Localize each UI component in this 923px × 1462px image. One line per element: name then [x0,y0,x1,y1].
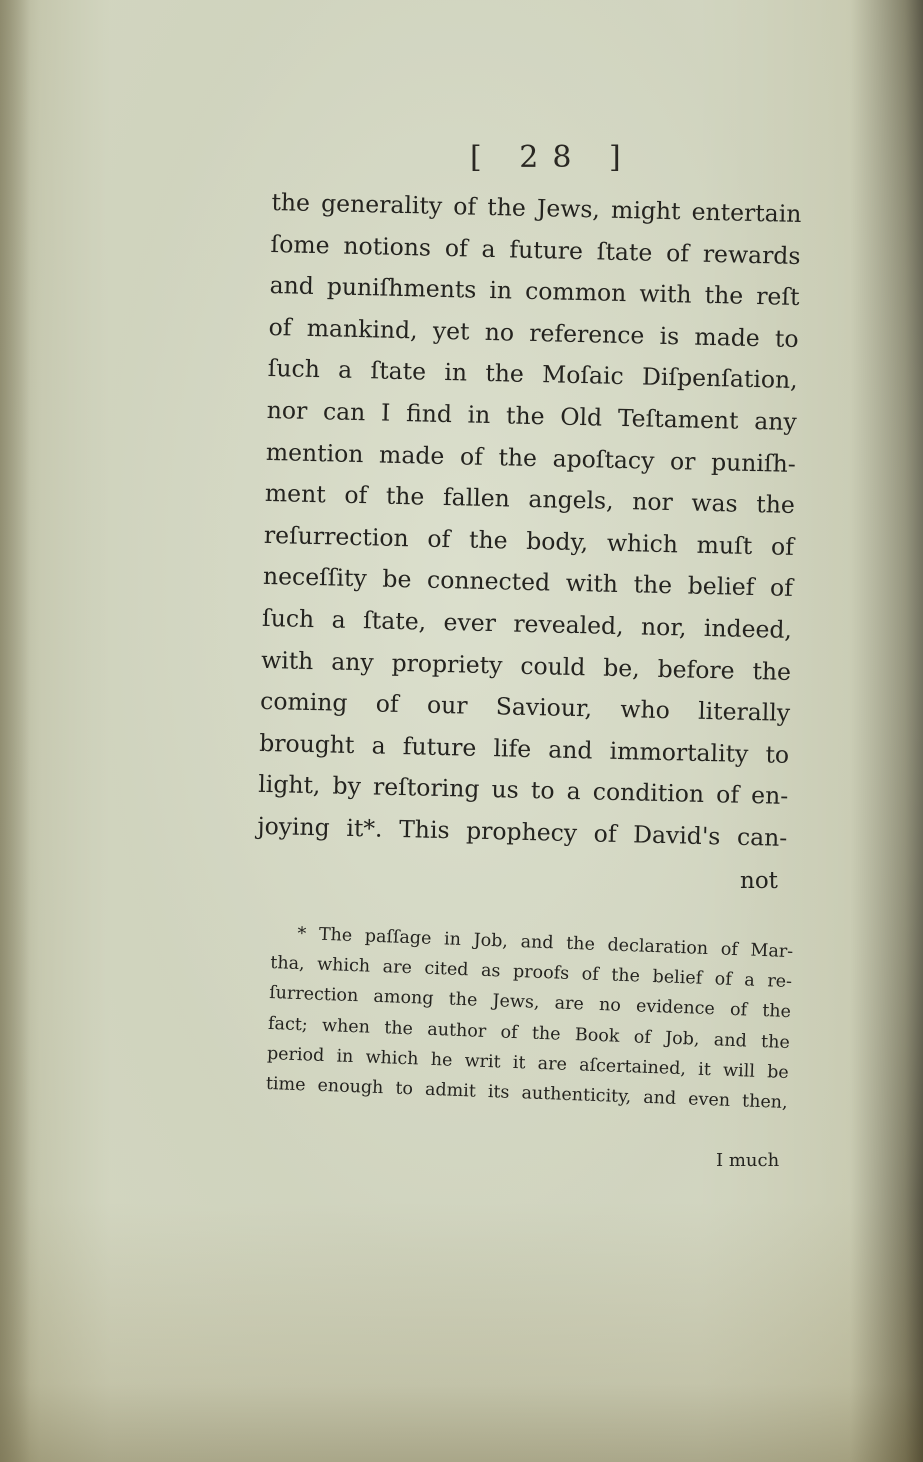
footnote-line: ſurrection among the Jews, are no evidence of the [268,983,792,1023]
text-line: ſome notions of a future ſtate of rewards [270,229,801,270]
text-line: brought a future life and immortality to [258,728,790,769]
body-text [257,182,802,859]
text-line: light, by reſtoring us to a condition of en- [258,770,789,811]
text-line: the generality of the Jews, might entertain [271,187,802,229]
footnote-line: * The paſſage in Job, and the declaration of Mar- [297,923,794,963]
text-line: reſurrection of the body, which muſt of [263,520,795,561]
footnote-line: time enough to admit its authenticity, and even then, [265,1073,788,1114]
text-line: of mankind, yet no reference is made to [268,312,799,353]
text-line: mention made of the apoſtacy or puniſh- [265,437,797,478]
page-number: [ 28 ] [470,140,635,175]
catchword: not [740,868,778,894]
footnote-line: fact; when the author of the Book of Job, and the [267,1013,791,1053]
text-line: ment of the fallen angels, nor was the [264,479,796,520]
text-line: neceſſity be connected with the belief of [262,562,794,603]
text-line: ſuch a ſtate, ever revealed, nor, indeed, [261,603,793,644]
text-line: and puniſhments in common with the reſt [269,271,800,312]
text-line: with any propriety could be, before the [260,645,792,686]
footnote [265,918,793,1118]
text-line: nor can I find in the Old Teſtament any [266,395,798,436]
text-line: ſuch a ſtate in the Moſaic Diſpenſation, [267,354,798,395]
text-line: coming of our Saviour, who literally [259,686,791,728]
footnote-line: period in which he writ it are aſcertained, it will be [266,1043,790,1083]
footnote-line: tha, which are cited as proofs of the belief of a re- [269,953,793,993]
text-line: joying it*. This prophecy of David's can- [257,811,788,852]
footnote-catchword: I much [716,1150,780,1171]
